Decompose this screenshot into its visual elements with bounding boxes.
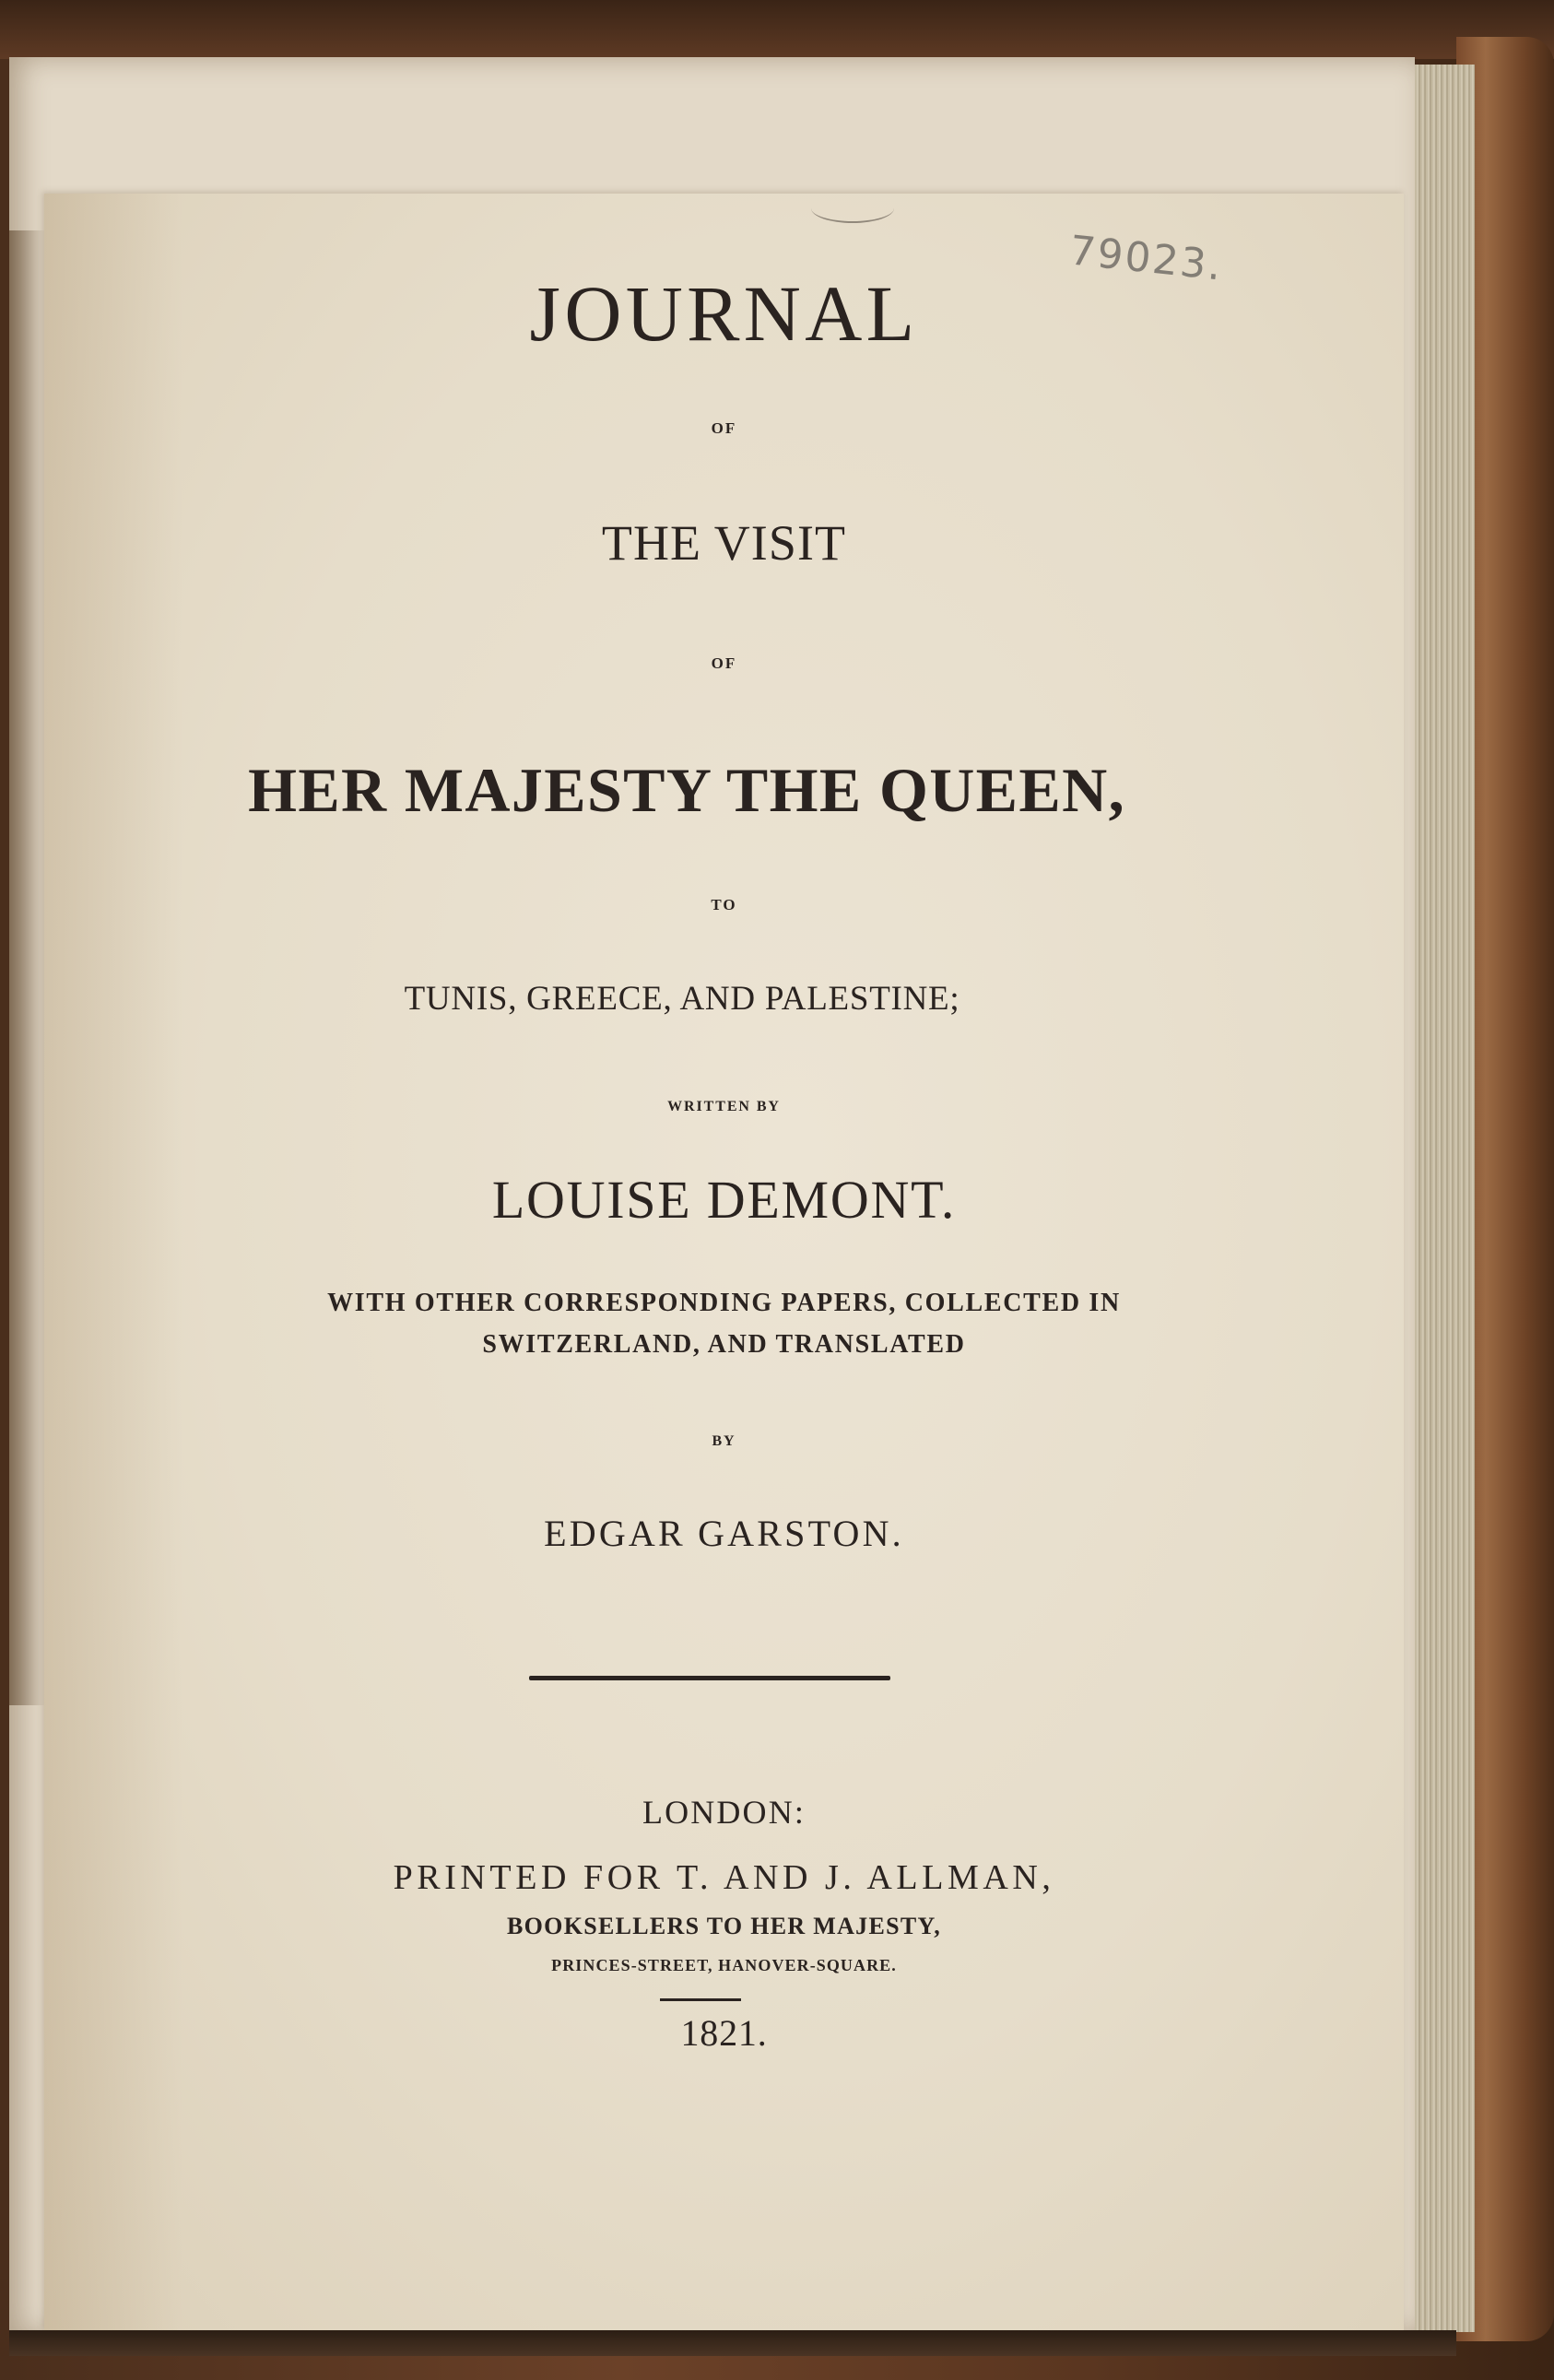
imprint-printer: PRINTED FOR T. AND J. ALLMAN, — [393, 1858, 1055, 1897]
book-title: JOURNAL — [529, 269, 919, 358]
decorative-rule — [529, 1676, 890, 1680]
imprint-city: LONDON: — [642, 1794, 806, 1831]
connector-of-2: OF — [711, 654, 737, 672]
translator-name: EDGAR GARSTON. — [544, 1513, 904, 1554]
cover-bottom-edge — [9, 2330, 1456, 2356]
imprint-year: 1821. — [680, 2012, 768, 2054]
by-label: BY — [712, 1433, 736, 1449]
person-line: HER MAJESTY THE QUEEN, — [248, 755, 1125, 825]
connector-of-1: OF — [711, 419, 737, 437]
cover-top-edge — [0, 0, 1554, 59]
binding-stain — [9, 230, 46, 1705]
subject-line: THE VISIT — [601, 515, 847, 571]
pencil-arc-mark — [811, 194, 894, 223]
places-line: TUNIS, GREECE, AND PALESTINE; — [404, 980, 960, 1018]
imprint-address: PRINCES-STREET, HANOVER-SQUARE. — [551, 1956, 897, 1974]
page-edges — [1408, 65, 1475, 2332]
small-rule — [660, 1998, 741, 2001]
connector-to: TO — [711, 896, 737, 913]
author-name: LOUISE DEMONT. — [491, 1170, 957, 1230]
with-papers-line-1: WITH OTHER CORRESPONDING PAPERS, COLLECTED IN — [327, 1289, 1121, 1317]
with-papers-line-2: SWITZERLAND, AND TRANSLATED — [482, 1330, 966, 1359]
written-by-label: WRITTEN BY — [667, 1099, 781, 1114]
imprint-booksellers: BOOKSELLERS TO HER MAJESTY, — [507, 1913, 941, 1939]
pencil-catalog-note: 79023. — [1066, 227, 1226, 290]
